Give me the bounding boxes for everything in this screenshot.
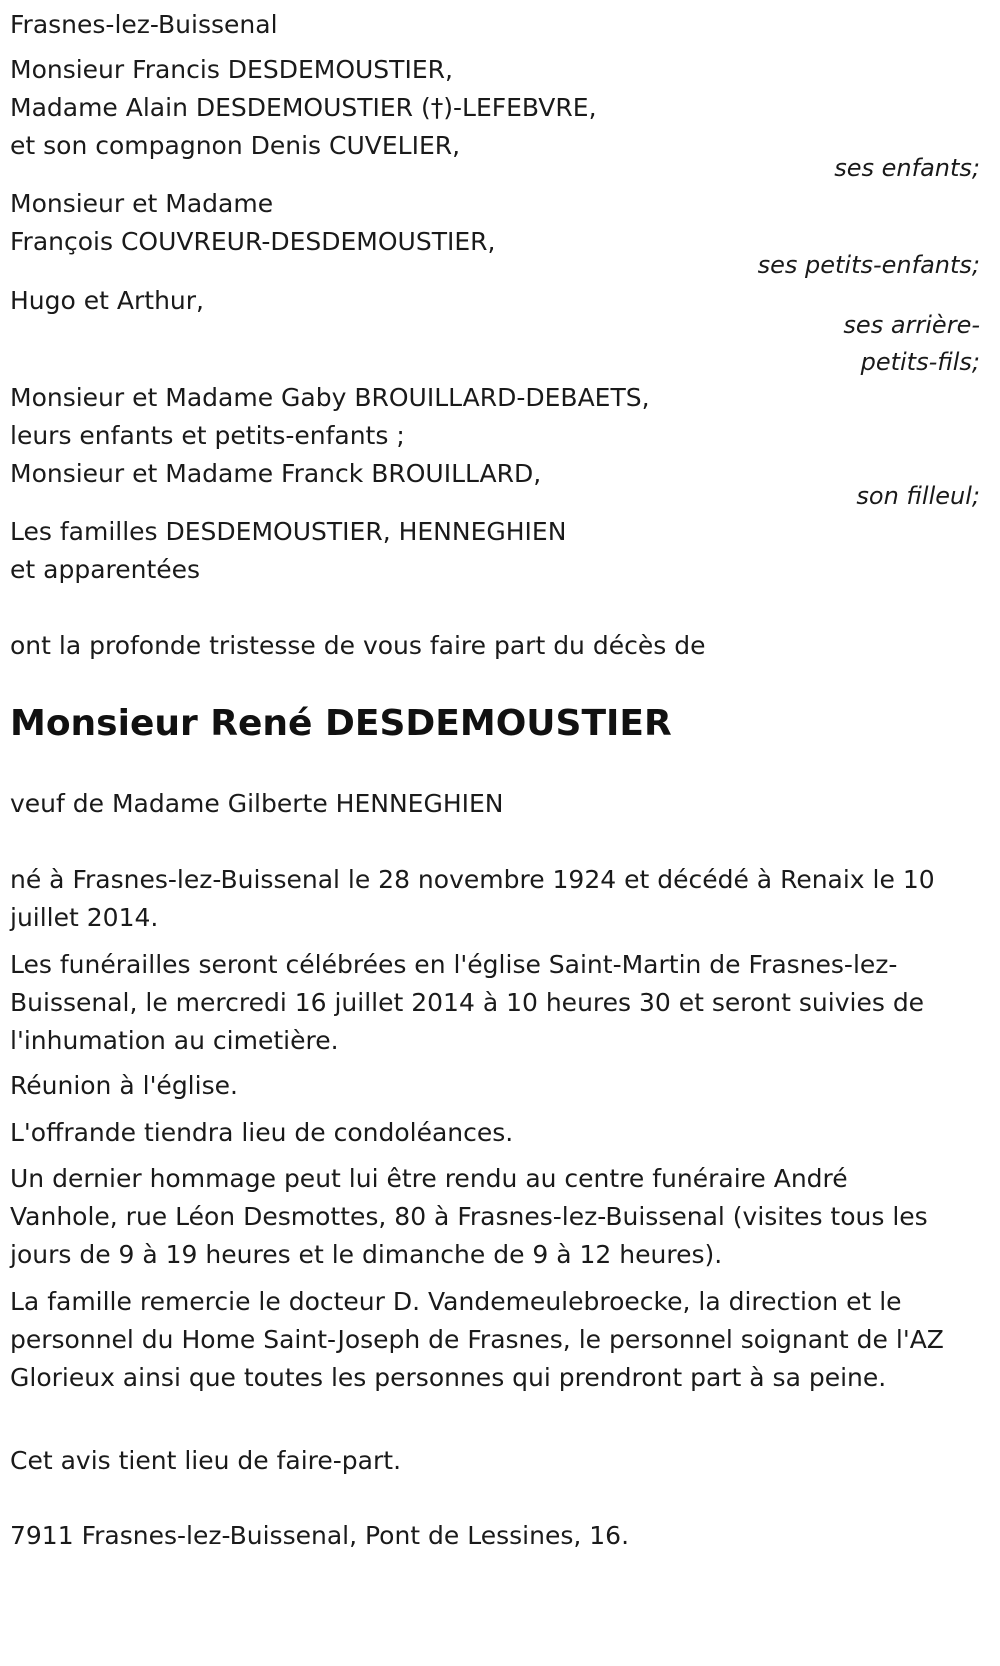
family-line: leurs enfants et petits-enfants ;: [10, 421, 405, 450]
widow-of-text: veuf de Madame Gilberte HENNEGHIEN: [10, 789, 504, 818]
family-line: Hugo et Arthur,: [10, 286, 204, 315]
thanks-paragraph: La famille remercie le docteur D. Vandemeulebroecke, la direction et le personnel du Home Saint-Joseph de Frasnes, le personnel soignant de l'AZ Glorieux ainsi que toutes les personnes qui prendront part à sa peine.: [10, 1287, 944, 1392]
family-line: François COUVREUR-DESDEMOUSTIER,: [10, 227, 496, 256]
role-grandchildren: ses petits-enfants;: [757, 251, 980, 279]
meeting-paragraph: Réunion à l'église.: [10, 1071, 238, 1100]
birth-death-paragraph: né à Frasnes-lez-Buissenal le 28 novembre 1924 et décédé à Renaix le 10 juillet 2014.: [10, 865, 935, 932]
family-line: Monsieur et Madame Gaby BROUILLARD-DEBAETS,: [10, 383, 650, 412]
role-great-grandchildren-2: petits-fils;: [860, 348, 980, 376]
offering-paragraph: L'offrande tiendra lieu de condoléances.: [10, 1118, 514, 1147]
notice-paragraph: Cet avis tient lieu de faire-part.: [10, 1446, 402, 1475]
funeral-paragraph: Les funérailles seront célébrées en l'église Saint-Martin de Frasnes-lez-Buissenal, le mercredi 16 juillet 2014 à 10 heures 30 et seront suivies de l'inhumation au cimetière.: [10, 950, 925, 1055]
family-line: et son compagnon Denis CUVELIER,: [10, 131, 461, 160]
locality-header: [10, 6, 990, 44]
children-group: [10, 51, 990, 165]
family-line: Monsieur Francis DESDEMOUSTIER,: [10, 55, 453, 84]
family-line: Madame Alain DESDEMOUSTIER (†)-LEFEBVRE,: [10, 93, 597, 122]
tribute-paragraph: Un dernier hommage peut lui être rendu au centre funéraire André Vanhole, rue Léon Desmottes, 80 à Frasnes-lez-Buissenal (visites tous les jours de 9 à 19 heures et le dimanche de 9 à 12 heures).: [10, 1164, 928, 1269]
family-line: et apparentées: [10, 555, 201, 584]
widow-of: [10, 785, 990, 823]
godchild-group: [10, 379, 990, 493]
role-children: ses enfants;: [834, 154, 980, 182]
announcement: [10, 627, 990, 665]
locality-text: Frasnes-lez-Buissenal: [10, 10, 278, 39]
role-godchild: son filleul;: [856, 482, 980, 510]
family-line: Monsieur et Madame Franck BROUILLARD,: [10, 459, 542, 488]
family-line: Monsieur et Madame: [10, 189, 274, 218]
role-great-grandchildren-1: ses arrière-: [843, 311, 980, 339]
announcement-text: ont la profonde tristesse de vous faire part du décès de: [10, 631, 706, 660]
address-text: 7911 Frasnes-lez-Buissenal, Pont de Lessines, 16.: [10, 1521, 630, 1550]
families-group: [10, 513, 990, 589]
family-line: Les familles DESDEMOUSTIER, HENNEGHIEN: [10, 517, 567, 546]
address: [10, 1517, 990, 1555]
deceased-name: Monsieur René DESDEMOUSTIER: [10, 703, 672, 744]
